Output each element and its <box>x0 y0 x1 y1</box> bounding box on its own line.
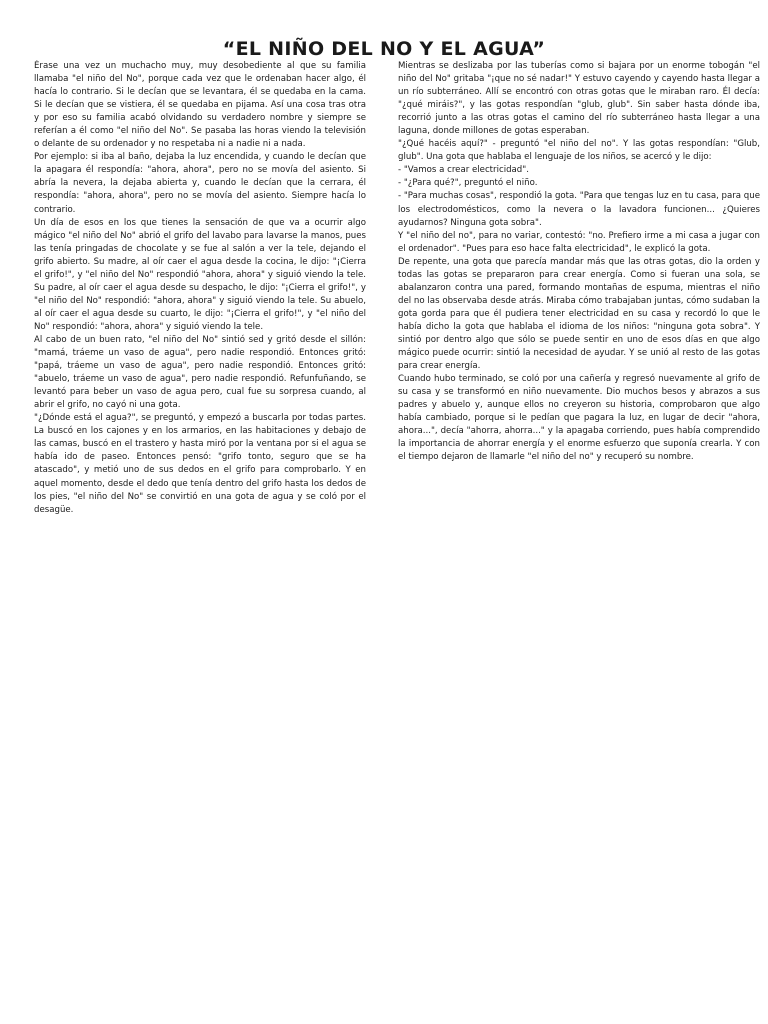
paragraph: Érase una vez un muchacho muy, muy desobediente al que su familia llamaba "el niño del No", porque cada vez que le ordenaban hacer algo, él hacía lo contrario. Si le decían que se levantara, él se quedaba en la cama. Si le decían que se vistiera, él se quedaba en pijama. Así una cosa tras otra y por eso su familia acabó olvidando su verdadero nombre y siempre se referían a él como "el niño del No". Se pasaba las horas viendo la televisión o delante de su ordenador y no respetaba ni a nadie ni a nada. <box>34 61 366 150</box>
paragraph: De repente, una gota que parecía mandar más que las otras gotas, dio la orden y todas las gotas se prepararon para crear energía. Como si fueran una sola, se abalanzaron contra una pared, formando montañas de espuma, mientras el niño del no las observaba desde atrás. Miraba cómo trabajaban juntas, cómo sudaban la gota gorda para que él pudiera tener electricidad en su casa y recordó lo que le había dicho la gota que hablaba el idioma de los niños: "ninguna gota sobra". Y sintió por dentro algo que sólo se puede sentir en uno de esos días en que algo mágico puede ocurrir: sintió la necesidad de ayudar. Y se unió al resto de las gotas para crear energía. <box>398 256 760 372</box>
story-title: “EL NIÑO DEL NO Y EL AGUA” <box>222 38 546 60</box>
paragraph: Un día de esos en los que tienes la sensación de que va a ocurrir algo mágico "el niño del No" abrió el grifo del lavabo para lavarse la manos, pues las tenía pringadas de chocolate y se fue al salón a ver la tele, dejando el grifo abierto. Su madre, al oír caer el agua desde la cocina, le dijo: "¡Cierra el grifo!", y "el niño del No" respondió "ahora, ahora" y siguió viendo la tele. Su padre, al oír caer el agua desde su despacho, le dijo: "¡Cierra el grifo!", y "el niño del No" respondió: "ahora, ahora" y siguió viendo la tele. Su abuelo, al oír caer el agua desde su cuarto, le dijo: "¡Cierra el grifo!", y "el niño del No" respondió: "ahora, ahora" y siguió viendo la tele. <box>34 217 366 332</box>
paragraph: Por ejemplo: si iba al baño, dejaba la luz encendida, y cuando le decían que la apagara él respondía: "ahora, ahora", pero no se movía del asiento. Si abría la nevera, la dejaba abierta y, cuando le decían que la cerrara, él respondía: "ahora, ahora", pero no se movía del asiento. Siempre hacía lo contrario. <box>34 152 366 215</box>
right-text-column <box>398 60 760 560</box>
paragraph: "¿Qué hacéis aquí?" - preguntó "el niño del no". Y las gotas respondían: "Glub, glub". Una gota que hablaba el lenguaje de los niños, se acercó y le dijo: <box>398 139 760 163</box>
dialogue-line: - "Para muchas cosas", respondió la gota. "Para que tengas luz en tu casa, para que los electrodomésticos, como la nevera o la lavadora funcionen... ¿Quieres ayudarnos? Ninguna gota sobra". <box>398 191 760 228</box>
paragraph: "¿Dónde está el agua?", se preguntó, y empezó a buscarla por todas partes. La buscó en los cajones y en los armarios, en las habitaciones y debajo de las camas, buscó en el trastero y hasta miró por la ventana por si el agua se había ido de paseo. Entonces pensó: "grifo tonto, seguro que se ha atascado", y metió uno de sus dedos en el grifo para comprobarlo. Y en aquel momento, desde el dedo que tenía dentro del grifo hasta los dedos de los pies, "el niño del No" se convirtió en una gota de agua y se coló por el desagüe. <box>34 413 366 515</box>
paragraph: Cuando hubo terminado, se coló por una cañería y regresó nuevamente al grifo de su casa y se transformó en niño nuevamente. Dio muchos besos y abrazos a sus padres y abuelo y, aunque ellos no creyeron su historia, comprobaron que algo había cambiado, porque si le pedían que pagara la luz, en lugar de decir "ahora, ahora...", decía "ahorra, ahorra..." y la apagaba corriendo, pues había comprendido la importancia de ahorrar energía y el enorme esfuerzo que suponía crearla. Y con el tiempo dejaron de llamarle "el niño del no" y recuperó su nombre. <box>398 374 760 463</box>
dialogue-line: - "Vamos a crear electricidad". <box>398 165 529 176</box>
paragraph: Y "el niño del no", para no variar, contestó: "no. Prefiero irme a mi casa a jugar con el ordenador". "Pues para eso hace falta electricidad", le explicó la gota. <box>398 230 760 254</box>
paragraph: Al cabo de un buen rato, "el niño del No" sintió sed y gritó desde el sillón: "mamá, tráeme un vaso de agua", pero nadie respondió. Entonces gritó: "papá, tráeme un vaso de agua", pero nadie respondió. Entonces gritó: "abuelo, tráeme un vaso de agua", pero nadie respondió. Refunfuñando, se levantó para beber un vaso de agua pero, cual fue su sorpresa cuando, al abrir el grifo, no cayó ni una gota. <box>34 334 366 411</box>
paragraph: Mientras se deslizaba por las tuberías como si bajara por un enorme tobogán "el niño del No" gritaba "¡que no sé nadar!" Y estuvo cayendo y cayendo hasta llegar a un río subterráneo. Allí se encontró con otras gotas que le miraban raro. Él decía: "¿qué miráis?", y las gotas respondían "glub, glub". Sin saber hasta dónde iba, recorrió junto a las otras gotas el camino del río subterráneo hasta llegar a una laguna, donde millones de gotas esperaban. <box>398 61 760 137</box>
left-text-column <box>34 60 366 560</box>
dialogue-line: - "¿Para qué?", preguntó el niño. <box>398 178 538 189</box>
